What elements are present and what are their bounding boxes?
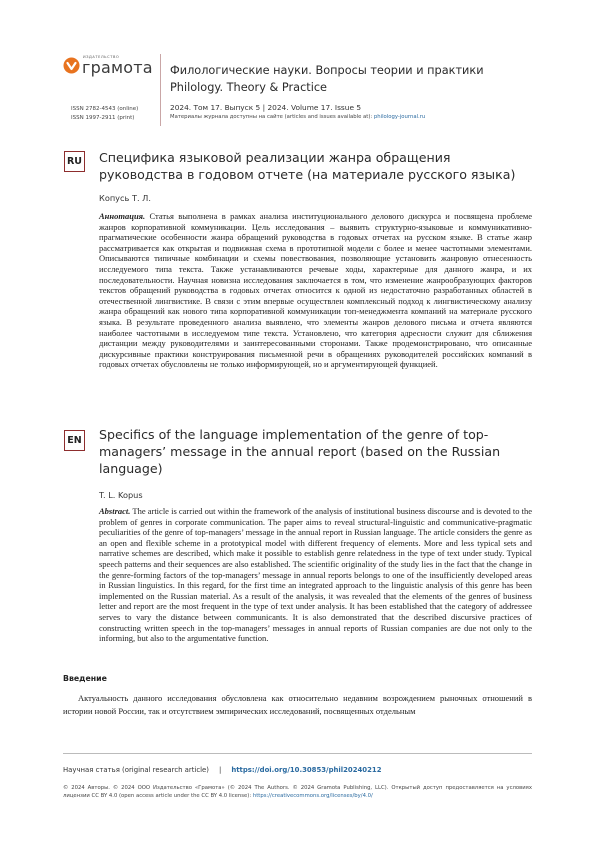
copyright-text: © 2024 Авторы. © 2024 ООО Издательство «Грамота» (© 2024 The Authors. © 2024 Gramota Publishing, LLC). Открытый доступ предоставляется на условиях лицензии CC BY 4.0 (open access article under the CC BY 4.0 license): — [63, 785, 532, 799]
logo-publisher-label: ИЗДАТЕЛЬСТВО — [83, 55, 120, 59]
author-en: T. L. Kopus — [99, 490, 143, 500]
availability-text: Материалы журнала доступны на сайте (articles and issues available at): — [170, 114, 373, 120]
abstract-label-en: Abstract. — [99, 506, 131, 516]
author-ru: Копусь Т. Л. — [99, 193, 151, 203]
article-title-en: Specifics of the language implementation of the genre of top-managers’ message in the annual report (based on the Russian language) — [99, 427, 501, 476]
availability-line — [170, 114, 425, 120]
license-link[interactable]: https://creativecommons.org/licenses/by/4.0/ — [252, 793, 373, 799]
gramota-logo-icon — [63, 57, 80, 74]
intro-paragraph: Актуальность данного исследования обусловлена как относительно недавним возрождением рыночных отношений в истории новой России, так и отсутствием эмпирических исследований, посвященных отдельным — [63, 693, 532, 716]
journal-site-link[interactable]: philology-journal.ru — [373, 114, 426, 120]
abstract-label-ru: Аннотация. — [99, 211, 146, 221]
issn-print: ISSN 1997-2911 (print) — [71, 115, 135, 121]
lang-badge-ru: RU — [64, 151, 85, 172]
abstract-ru — [99, 211, 532, 370]
abstract-text-ru: Статья выполнена в рамках анализа институционального делового дискурса и посвящена проблеме жанров корпоративной коммуникации. Цель исследования – выявить структурно-языковые и коммуникативно-прагматические особенности жанра обращений руководства в годовых отчетах на русском языке. В статье жанр рассматривается как открытая и подвижная схема в прототипной модели с более и менее частотными элементами. Описываются типичные комбинации и схемы повествования, позволяющие установить жанровую отнесенность исследуемого типа текста. Также устанавливаются речевые ходы, характерные для данного жанра, и их последовательности. Научная новизна исследования заключается в том, что изменение жанрообразующих факторов текстов обращений руководства в годовых отчетах относится к одной из недостаточно разработанных областей в отечественной лингвистике. В связи с этим впервые осуществлен комплексный подход к лингвистическому анализу жанра обращений как нового типа корпоративной коммуникации топ-менеджмента компаний на материале русского языка. В результате проведенного анализа выявлено, что элементы жанров делового письма и отчета являются наиболее частотными в исследуемом типе текста. Установлено, что категория адресности служит для сближения дистанции между руководителями и заинтересованными сторонами. Также продемонстрировано, что описанные дискурсивные практики конструирования письменной речи в обращениях руководителей российских компаний в годовых отчетах обусловлены не только информирующей, но и аргументирующей функцией. — [99, 211, 532, 370]
abstract-text-en: The article is carried out within the framework of the analysis of institutional business discourse and is devoted to the problem of genres in corporate communication. The paper aims to reveal structural-linguistic and communicative-pragmatic peculiarities of the genre of top-managers’ message in the annual report in Russian language. The article considers the genre as an open and flexible scheme in a prototypical model with different frequency of elements. More and less typical sets and narrative schemes are described, which make it possible to establish genre relatedness in the type of text under study. Typical speech patterns and their sequences are also established. The scientific originality of the study lies in the fact that the change in the genre-forming factors of the top-managers’ message in annual reports belongs to one of the insufficiently developed areas in Russian linguistics. In this regard, for the first time an integrated approach to the linguistic analysis of this genre has been implemented on the Russian material. As a result of the analysis, it was revealed that the elements of the genres of business letter and report are the most frequent in the type of text under analysis. It has been established that the category of addressee serves to vary the distance between communicants. It is also demonstrated that the described discursive practices of constructing written speech in the top-managers’ messages in annual reports of Russian companies are due not only to the informing, but also to the argumentative function. — [99, 506, 533, 644]
footer-separator: | — [219, 766, 222, 774]
lang-badge-en: EN — [64, 430, 85, 451]
doi-link[interactable]: https://doi.org/10.30853/phil20240212 — [231, 766, 382, 774]
issn-online: ISSN 2782-4543 (online) — [71, 106, 139, 112]
article-type: Научная статья (original research article) — [63, 766, 209, 774]
footer-divider — [63, 753, 532, 754]
section-heading-intro: Введение — [63, 674, 107, 683]
header-divider — [160, 54, 161, 126]
footer-article-info — [63, 766, 382, 774]
journal-title-ru: Филологические науки. Вопросы теории и практики — [170, 64, 484, 77]
article-title-ru: Специфика языковой реализации жанра обращения руководства в годовом отчете (на материале русского языка) — [99, 150, 516, 182]
abstract-en — [99, 506, 532, 644]
volume-line: 2024. Том 17. Выпуск 5 | 2024. Volume 17. Issue 5 — [170, 103, 362, 112]
footer-copyright — [63, 784, 532, 800]
journal-title-en: Philology. Theory & Practice — [170, 81, 328, 94]
logo-wordmark: грамота — [82, 58, 153, 77]
